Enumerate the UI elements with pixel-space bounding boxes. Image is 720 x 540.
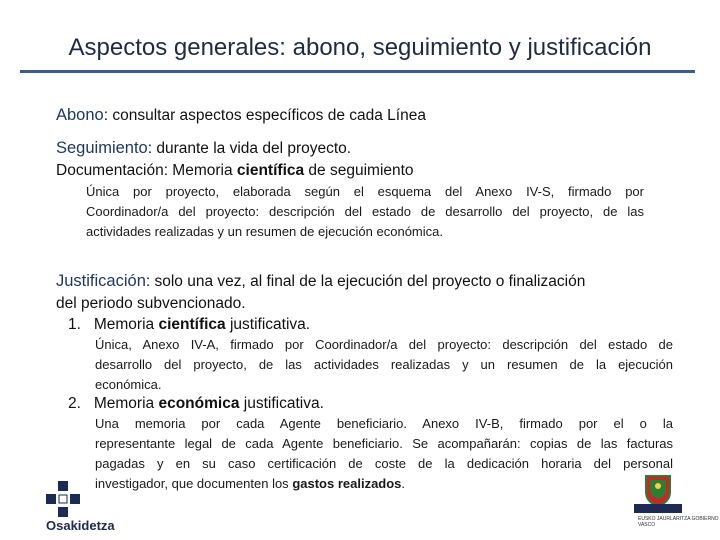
osakidetza-logo-text: Osakidetza <box>46 518 115 533</box>
osakidetza-logo <box>44 481 84 522</box>
justificacion-text-cont: del periodo subvencionado. <box>56 295 246 312</box>
abono-label: Abono <box>56 106 104 124</box>
osakidetza-emblem-icon <box>44 481 84 517</box>
abono-line <box>56 106 426 125</box>
title-divider <box>20 70 695 73</box>
item2-heading: 2. Memoria económica justificativa. <box>68 395 324 412</box>
coat-of-arms-icon <box>630 474 686 514</box>
page-title: Aspectos generales: abono, seguimiento y justificación <box>68 34 652 61</box>
abono-text: : consultar aspectos específicos de cada Línea <box>103 107 426 124</box>
item1-heading: 1. Memoria científica justificativa. <box>68 316 311 333</box>
item2-description: Una memoria por cada Agente beneficiario. Anexo IV-B, firmado por el o la representante legal de cada Agente beneficiario. Se acompañarán: copias de las facturas pagadas y en su caso certificación de coste de la dedicación horaria del personal investigador, que documenten los gastos realizados. <box>95 416 673 491</box>
seguimiento-documentacion: Documentación: Memoria científica de seguimiento <box>56 162 414 179</box>
seguimiento-line <box>56 139 351 158</box>
justificacion-label: Justificación <box>56 272 146 290</box>
gobierno-vasco-caption: EUSKO JAURLARITZA GOBIERNO VASCO <box>638 516 719 528</box>
seguimiento-label: Seguimiento <box>56 139 148 157</box>
seguimiento-description: Única por proyecto, elaborada según el esquema del Anexo IV-S, firmado por Coordinador/a del proyecto: descripción del estado de desarrollo del proyecto, de las actividades realizadas y un resumen de ejecución económica. <box>86 184 644 239</box>
item1-description: Única, Anexo IV-A, firmado por Coordinador/a del proyecto: descripción del estado de desarrollo del proyecto, de las actividades realizadas y un resumen de la ejecución económica. <box>95 337 673 392</box>
justificacion-text: : solo una vez, al final de la ejecución del proyecto o finalización <box>145 273 586 290</box>
justificacion-line <box>56 272 585 291</box>
seguimiento-text: : durante la vida del proyecto. <box>147 140 352 157</box>
gobierno-vasco-logo <box>630 474 686 519</box>
